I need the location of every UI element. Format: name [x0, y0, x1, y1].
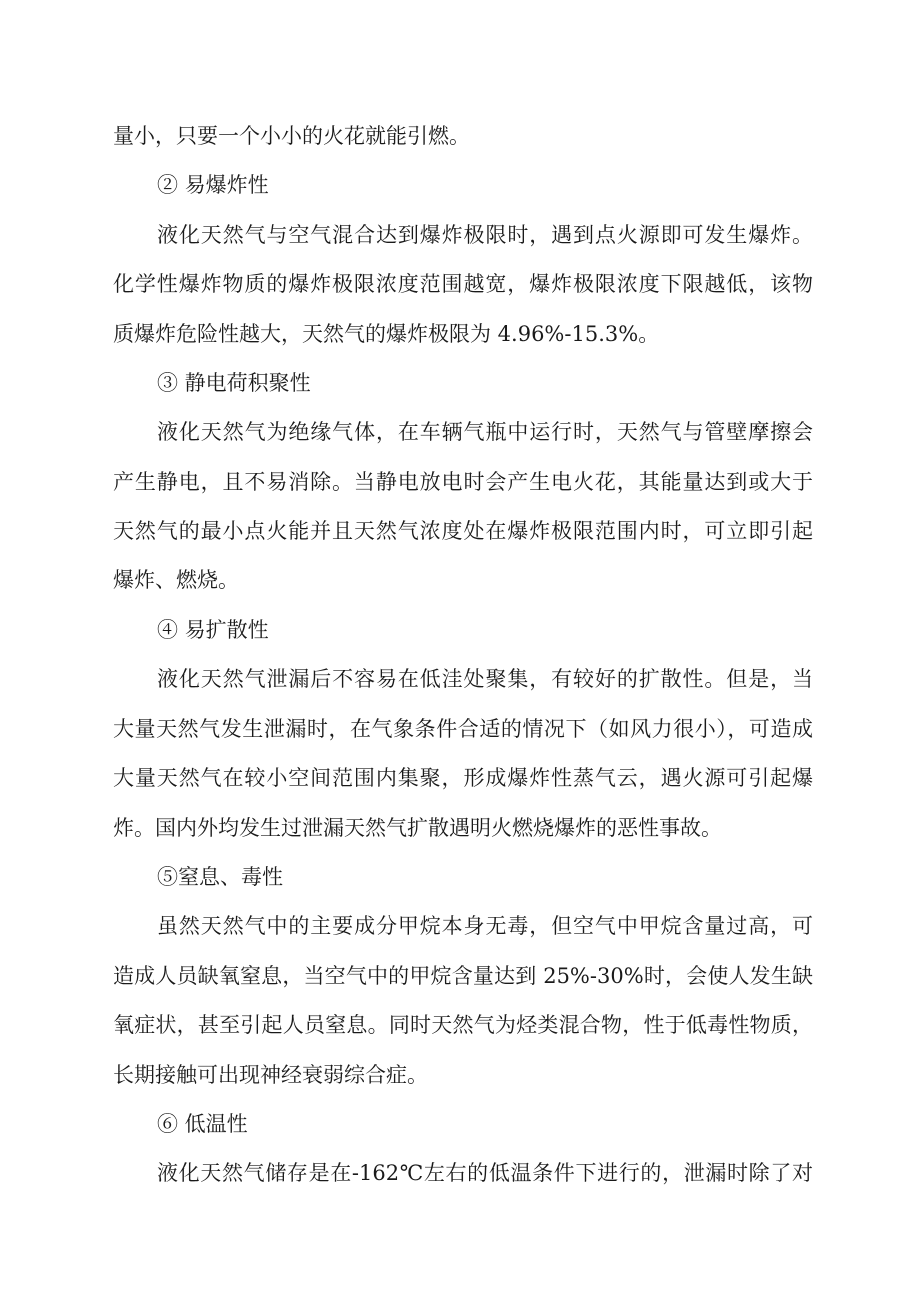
paragraph-line: 天然气的最小点火能并且天然气浓度处在爆炸极限范围内时，可立即引起: [113, 519, 813, 543]
paragraph-line: 造成人员缺氧窒息，当空气中的甲烷含量达到 25%-30%时，会使人发生缺: [113, 964, 813, 988]
paragraph-line: 液化天然气储存是在-162℃左右的低温条件下进行的，泄漏时除了对: [157, 1161, 813, 1185]
section-heading-flammability-explosive: ② 易爆炸性: [157, 173, 269, 197]
section-heading-diffusion: ④ 易扩散性: [157, 618, 269, 642]
paragraph-line: 氧症状，甚至引起人员窒息。同时天然气为烃类混合物，性于低毒性物质，: [113, 1013, 813, 1037]
paragraph-line: 虽然天然气中的主要成分甲烷本身无毒，但空气中甲烷含量过高，可: [157, 914, 813, 938]
paragraph-line: 液化天然气与空气混合达到爆炸极限时，遇到点火源即可发生爆炸。: [157, 223, 813, 247]
paragraph-line: 爆炸、燃烧。: [113, 568, 239, 592]
paragraph-line: 量小，只要一个小小的火花就能引燃。: [113, 124, 470, 148]
paragraph-line: 大量天然气发生泄漏时，在气象条件合适的情况下（如风力很小），可造成: [113, 717, 813, 741]
paragraph-line: 炸。国内外均发生过泄漏天然气扩散遇明火燃烧爆炸的恶性事故。: [113, 816, 722, 840]
paragraph-line: 质爆炸危险性越大，天然气的爆炸极限为 4.96%-15.3%。: [113, 322, 660, 346]
section-heading-static-charge: ③ 静电荷积聚性: [157, 371, 311, 395]
paragraph-line: 产生静电，且不易消除。当静电放电时会产生电火花，其能量达到或大于: [113, 470, 813, 494]
paragraph-line: 长期接触可出现神经衰弱综合症。: [113, 1063, 428, 1087]
paragraph-line: 大量天然气在较小空间范围内集聚，形成爆炸性蒸气云，遇火源可引起爆: [113, 766, 813, 790]
section-heading-asphyxiation-toxicity: ⑤窒息、毒性: [157, 865, 283, 889]
paragraph-line: 化学性爆炸物质的爆炸极限浓度范围越宽，爆炸极限浓度下限越低，该物: [113, 272, 813, 296]
paragraph-line: 液化天然气泄漏后不容易在低洼处聚集，有较好的扩散性。但是，当: [157, 667, 813, 691]
section-heading-low-temperature: ⑥ 低温性: [157, 1112, 248, 1136]
paragraph-line: 液化天然气为绝缘气体，在车辆气瓶中运行时，天然气与管壁摩擦会: [157, 420, 813, 444]
